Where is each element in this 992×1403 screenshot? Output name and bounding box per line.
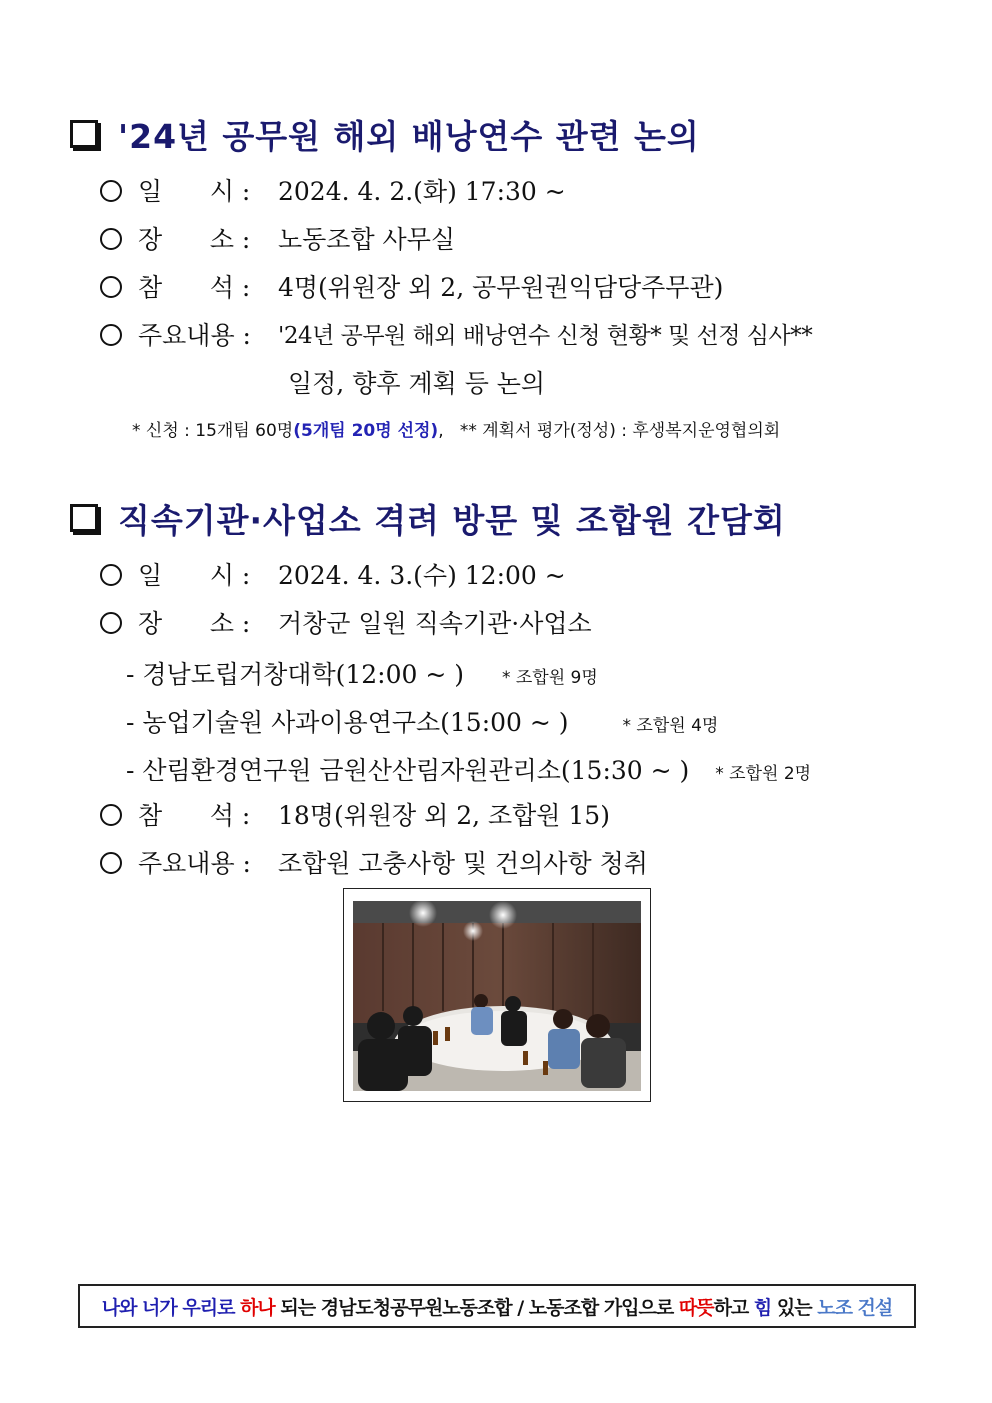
circle-bullet-icon	[100, 324, 122, 346]
circle-bullet-icon	[100, 612, 122, 634]
visit-text: - 산림환경연구원 금원산산림자원관리소(15:30 ~ )	[126, 756, 690, 785]
s2-place-label: 장 소 :	[138, 609, 251, 638]
s2-place-value: 거창군 일원 직속기관·사업소	[278, 609, 592, 638]
s2-content-value: 조합원 고충사항 및 건의사항 청취	[278, 849, 648, 878]
visit-text: - 농업기술원 사과이용연구소(15:00 ~ )	[126, 708, 569, 737]
checkbox-square-icon	[70, 504, 98, 532]
slogan-part: 따뜻	[678, 1296, 714, 1319]
s1-note-part1: * 신청 : 15개팀 60명	[132, 421, 294, 441]
footer-slogan	[78, 1284, 916, 1328]
s1-date-value: 2024. 4. 2.(화) 17:30 ~	[278, 177, 566, 206]
meeting-photo	[343, 888, 651, 1102]
s2-date-row	[100, 559, 566, 593]
s1-content-label: 주요내용 :	[138, 321, 251, 350]
s2-attend-value: 18명(위원장 외 2, 조합원 15)	[278, 801, 610, 830]
slogan-part: 하고	[713, 1296, 754, 1319]
s1-note-highlight: (5개팀 20명 선정)	[293, 421, 439, 441]
slogan-part: 나와 너가 우리로	[101, 1296, 241, 1319]
circle-bullet-icon	[100, 276, 122, 298]
circle-bullet-icon	[100, 564, 122, 586]
s1-place-row	[100, 223, 455, 257]
visit-item	[126, 703, 718, 739]
meeting-photo-image	[353, 901, 641, 1091]
slogan-part: 되는 경남도청공무원노동조합 / 노동조합 가입으로	[274, 1296, 679, 1319]
circle-bullet-icon	[100, 852, 122, 874]
circle-bullet-icon	[100, 180, 122, 202]
slogan-part: 노조 건설	[817, 1296, 893, 1319]
s1-attend-value: 4명(위원장 외 2, 공무원권익담당주무관)	[278, 273, 724, 302]
s2-date-value: 2024. 4. 3.(수) 12:00 ~	[278, 561, 566, 590]
s1-note-part3: , ** 계획서 평가(정성) : 후생복지운영협의회	[438, 421, 781, 441]
s2-date-label: 일 시 :	[138, 561, 251, 590]
visit-text: - 경남도립거창대학(12:00 ~ )	[126, 660, 464, 689]
s1-place-value: 노동조합 사무실	[278, 225, 455, 254]
s1-note	[132, 416, 780, 441]
visit-note: * 조합원 9명	[501, 668, 598, 688]
s2-place-row	[100, 607, 592, 641]
visit-note: * 조합원 4명	[622, 716, 719, 736]
circle-bullet-icon	[100, 804, 122, 826]
section2-title-text: 직속기관·사업소 격려 방문 및 조합원 간담회	[118, 500, 786, 540]
s1-content-value-1: '24년 공무원 해외 배낭연수 신청 현황* 및 선정 심사**	[278, 323, 813, 349]
s1-attend-row	[100, 271, 724, 305]
s2-content-row	[100, 847, 648, 881]
visit-item	[126, 751, 811, 787]
section2-title	[70, 496, 786, 540]
s1-place-label: 장 소 :	[138, 225, 251, 254]
visit-item	[126, 655, 598, 691]
s2-attend-row	[100, 799, 610, 833]
s1-content-row-2	[288, 367, 545, 401]
s1-attend-label: 참 석 :	[138, 273, 251, 302]
s2-content-label: 주요내용 :	[138, 849, 251, 878]
slogan-part: 하나	[240, 1296, 275, 1319]
section1-title	[70, 112, 700, 156]
circle-bullet-icon	[100, 228, 122, 250]
s1-date-label: 일 시 :	[138, 177, 251, 206]
checkbox-square-icon	[70, 120, 98, 148]
s1-content-value-2: 일정, 향후 계획 등 논의	[288, 369, 546, 398]
slogan-part: 있는	[771, 1296, 818, 1319]
slogan-part: 힘	[753, 1296, 772, 1319]
s2-attend-label: 참 석 :	[138, 801, 251, 830]
s1-content-row	[100, 319, 813, 353]
section1-title-text: '24년 공무원 해외 배낭연수 관련 논의	[118, 116, 700, 156]
visit-note: * 조합원 2명	[715, 764, 812, 784]
s1-date-row	[100, 175, 566, 209]
